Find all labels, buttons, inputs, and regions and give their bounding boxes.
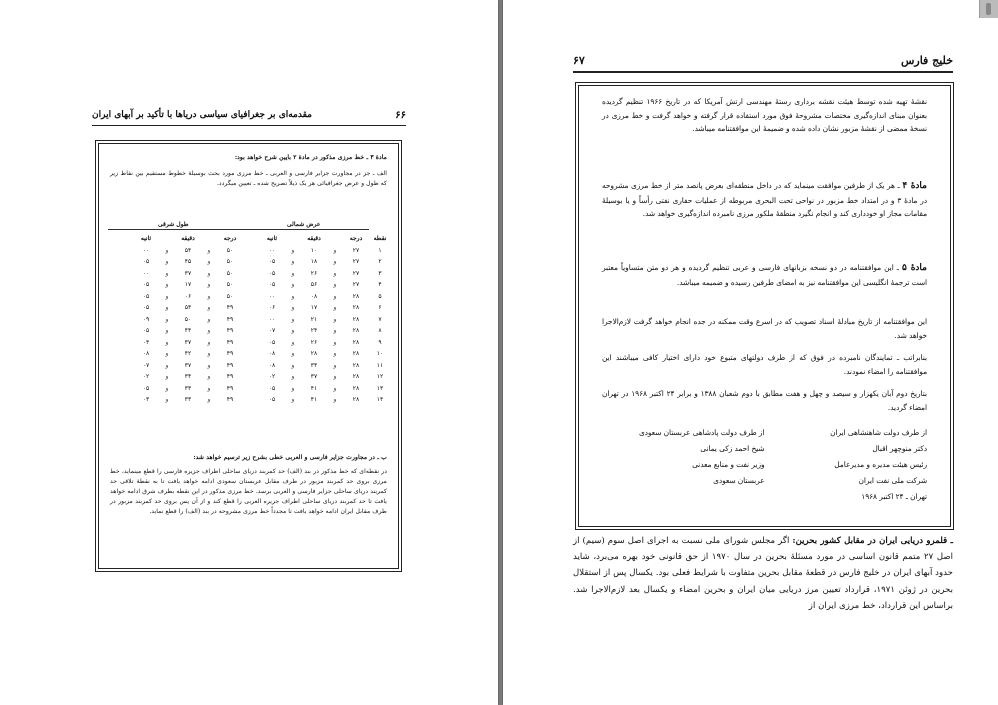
article-5-text: ـ این موافقتنامه در دو نسخه بزبانهای فارسی و عربی تنظیم گردیده و هر دو متن متساویاً معتبر است ترجمهٔ انگلیسی این موافقتنامه نیز به امضای طرفین رسیده و ضمیمه میباشد. — [602, 263, 927, 287]
table-cell: ۱۰ — [376, 350, 384, 358]
table-cell: ۰۹ — [142, 315, 150, 323]
table-cell: ۰۸ — [142, 350, 150, 358]
table-cell: و — [291, 304, 295, 312]
table-cell: ۲۸ — [352, 338, 360, 346]
table-cell: و — [207, 246, 211, 254]
table-cell: ۰۵ — [142, 304, 150, 312]
table-cell: و — [207, 269, 211, 277]
signature-block — [602, 425, 927, 505]
table-cell: ۱ — [378, 246, 382, 254]
table-cell: و — [165, 350, 169, 358]
table-cell: و — [207, 304, 211, 312]
table-cell: ۰۰ — [268, 315, 276, 323]
right-page-number: ۶۷ — [573, 54, 585, 67]
table-cell: ۱۷ — [310, 304, 318, 312]
left-text-frame — [95, 140, 402, 572]
witness-paragraph: بنابراتب ـ تمایندگان نامبرده در فوق که از طرف دولتهای متبوع خود دارای اختیار کافی میباشند این موافقتنامه را امضاء نمودند. — [602, 353, 927, 376]
table-cell: و — [333, 338, 337, 346]
table-cell: ۲۷ — [352, 281, 360, 289]
col-degree-header: درجه — [349, 235, 363, 243]
left-running-title: مقدمه‌ای بر جغرافیای سیاسی دریاها با تأکید بر آبهای ایران — [92, 110, 312, 120]
table-cell: ۴۹ — [226, 315, 234, 323]
table-row — [108, 348, 389, 360]
table-cell: ۴۹ — [226, 384, 234, 392]
table-cell: و — [165, 292, 169, 300]
table-cell: ۵۴ — [184, 304, 192, 312]
table-cell: ۳۴ — [310, 361, 318, 369]
scroll-corner-icon[interactable] — [979, 0, 998, 18]
table-row — [108, 360, 389, 372]
table-cell: ۲۸ — [352, 350, 360, 358]
sig-iran-date: تهران ـ ۲۴ اکتبر ۱۹۶۸ — [861, 492, 927, 501]
sig-saudi-line: از طرف دولت پادشاهی عربستان سعودی — [638, 428, 765, 437]
table-row — [108, 383, 389, 395]
table-cell: ۰۲ — [142, 373, 150, 381]
table-cell: ۳۷ — [310, 373, 318, 381]
col-point-header: نقطه — [373, 235, 387, 243]
table-cell: ۴۴ — [184, 327, 192, 335]
table-cell: ۲۸ — [352, 396, 360, 404]
table-cell: ۴۹ — [226, 396, 234, 404]
table-cell: و — [207, 396, 211, 404]
right-running-title: خلیج فارس — [900, 54, 953, 67]
table-cell: و — [165, 373, 169, 381]
table-cell: و — [333, 304, 337, 312]
article-5 — [602, 261, 927, 289]
table-cell: ۴۱ — [310, 384, 318, 392]
table-cell: و — [291, 292, 295, 300]
table-cell: ۴۹ — [226, 327, 234, 335]
table-cell: و — [207, 315, 211, 323]
table-row — [108, 337, 389, 349]
table-cell: ۳۴ — [184, 373, 192, 381]
table-cell: ۵۰ — [184, 315, 192, 323]
ratification-paragraph: این موافقتنامه از تاریخ مبادلهٔ اسناد تصویب که در اسرع وقت ممکنه در جده انجام خواهد گرفت لازم‌الاجرا خواهد شد. — [602, 317, 927, 340]
table-cell: ۰۵ — [268, 338, 276, 346]
table-row — [108, 291, 389, 303]
col-second-header: ثانیه — [266, 235, 278, 243]
table-cell: و — [291, 338, 295, 346]
table-cell: ۰۰ — [268, 246, 276, 254]
table-cell: ۲۷ — [352, 269, 360, 277]
table-cell: و — [333, 269, 337, 277]
table-cell: و — [207, 338, 211, 346]
table-cell: ۰۲ — [268, 373, 276, 381]
table-cell: ۴۹ — [226, 373, 234, 381]
table-cell: ۱۳ — [376, 384, 384, 392]
table-cell: ۲۸ — [352, 315, 360, 323]
table-cell: و — [207, 281, 211, 289]
table-cell: ۲۸ — [352, 384, 360, 392]
table-cell: ۰۷ — [268, 327, 276, 335]
sig-iran-line: دکتر منوچهر اقبال — [872, 444, 927, 453]
table-cell: و — [333, 315, 337, 323]
bahrain-text: اگر مجلس شورای ملی نسبت به اجرای اصل سوم (سیم) از اصل ۲۷ متمم قانون اساسی در مورد مسئلهٔ بحرین در سال ۱۹۷۰ از حق قانونی خود بهره می‌برد، شاید حدود آبهای ایران در خلیج فارس در قطعهٔ مقابل بحرین متفاوت با شرایط فعلی بود. یکسال پس از استقلال بحرین در ژوئن ۱۹۷۱، قرارداد تعیین مرز دریایی میان ایران و بحرین امضاء و یکسال بعد لازم‌الاجرا شد. براساس این قرارداد، خط مرزی ایران از — [573, 536, 954, 611]
table-cell: ۸ — [378, 327, 382, 335]
left-page-number: ۶۶ — [395, 110, 406, 121]
table-cell: ۰۵ — [142, 292, 150, 300]
table-row — [108, 245, 389, 257]
table-header-row — [108, 233, 389, 245]
table-cell: ۵۰ — [226, 246, 234, 254]
table-cell: و — [207, 258, 211, 266]
table-cell: و — [291, 258, 295, 266]
table-cell: و — [333, 396, 337, 404]
table-cell: و — [165, 246, 169, 254]
table-cell: ۲۸ — [352, 373, 360, 381]
group-north-header: عرض شمالی — [239, 221, 370, 230]
table-cell: و — [291, 384, 295, 392]
table-cell: ۰۰ — [142, 246, 150, 254]
coordinates-table — [108, 221, 389, 406]
bahrain-heading: ـ قلمرو دریایی ایران در مقابل کشور بحرین: — [792, 536, 953, 546]
table-cell: و — [165, 281, 169, 289]
table-cell: ۵۴ — [184, 246, 192, 254]
table-cell: ۰۵ — [268, 396, 276, 404]
table-cell: ۰۳ — [142, 396, 150, 404]
table-cell: ۲۷ — [352, 258, 360, 266]
table-cell: و — [333, 361, 337, 369]
table-cell: ۲۷ — [352, 246, 360, 254]
article-4-label: مادهٔ ۴ — [902, 181, 927, 191]
table-cell: و — [165, 396, 169, 404]
sig-iran-line: از طرف دولت شاهنشاهی ایران — [830, 428, 927, 437]
table-cell: و — [165, 384, 169, 392]
table-cell: ۲۱ — [310, 315, 318, 323]
table-cell: ۴۵ — [184, 258, 192, 266]
table-cell: ۲۸ — [352, 361, 360, 369]
table-cell: ۱۱ — [376, 361, 384, 369]
table-cell: ۵۰ — [226, 258, 234, 266]
table-cell: ۲۸ — [352, 327, 360, 335]
right-page — [503, 0, 998, 705]
table-cell: ۰۵ — [142, 327, 150, 335]
table-cell: ۰۸ — [268, 361, 276, 369]
sig-iran-line: شرکت ملی نفت ایران — [858, 476, 927, 485]
table-cell: ۲۸ — [352, 304, 360, 312]
table-cell: ۳۷ — [184, 361, 192, 369]
table-cell: ۰۵ — [268, 384, 276, 392]
table-cell: ۰۸ — [310, 292, 318, 300]
table-cell: و — [291, 396, 295, 404]
table-cell: و — [291, 327, 295, 335]
col-second-header-2: ثانیه — [140, 235, 152, 243]
signature-iran — [765, 425, 928, 505]
table-cell: و — [333, 281, 337, 289]
para-b-body: در نقطه‌ای که خط مذکور در بند (الف) حد کمربند دریای ساحلی اطراف جزیره فارسی را قطع مینماید، خط مرزی بروی حد کمربند مزبور در طرف مقابل عربستان سعودی ادامه خواهد یافت تا به نقطهٔ تلاقی حد کمربند دریای ساحلی جزایر فارسی و العربی برسد. خط مرزی مذکور در این نقطه بطرف شرق ادامه خواهد یافت تا حد کمربند دریای ساحلی اطراف جزیره العربی را قطع کند و از آن پس بروی حد کمربند مزبور در طرف مقابل ایران ادامه خواهد یافت تا مجدداً خط مرزی مشروحه در بند (الف) را قطع نماید. — [110, 468, 387, 515]
left-page — [0, 0, 498, 705]
table-row — [108, 256, 389, 268]
date-paragraph: بتاریخ دوم آبان یکهزار و سیصد و چهل و هفت مطابق با دوم شعبان ۱۳۸۸ و برابر ۲۴ اکتبر ۱۹۶۸ در تهران امضاء گردید. — [602, 389, 928, 412]
table-cell: و — [165, 338, 169, 346]
table-cell: ۳۳ — [184, 384, 192, 392]
table-cell: و — [291, 350, 295, 358]
table-cell: و — [291, 269, 295, 277]
table-cell: ۴ — [378, 281, 382, 289]
table-cell: ۱۰ — [310, 246, 318, 254]
table-cell: ۰۶ — [268, 304, 276, 312]
table-cell: ۹ — [378, 338, 382, 346]
left-running-head — [92, 110, 406, 126]
table-cell: ۲۴ — [310, 327, 318, 335]
table-cell: ۰۵ — [268, 269, 276, 277]
table-cell: و — [333, 246, 337, 254]
table-cell: و — [291, 315, 295, 323]
table-cell: ۴۹ — [226, 304, 234, 312]
table-cell: ۲۸ — [352, 292, 360, 300]
table-cell: ۰۰ — [268, 292, 276, 300]
table-body — [108, 245, 389, 406]
table-cell: و — [291, 361, 295, 369]
table-cell: ۴۹ — [226, 350, 234, 358]
table-cell: و — [165, 269, 169, 277]
sig-saudi-line: شیخ احمد زکی یمانی — [700, 444, 765, 453]
table-cell: ۵۶ — [310, 281, 318, 289]
table-cell: ۰۵ — [142, 258, 150, 266]
table-cell: ۲ — [378, 258, 382, 266]
table-cell: ۳۳ — [184, 396, 192, 404]
table-cell: ۲۸ — [310, 350, 318, 358]
table-cell: ۱۴ — [376, 396, 384, 404]
article-3-heading: مادهٔ ۳ ـ خط مرزی مذکور در مادهٔ ۲ بایین شرح خواهد بود: — [234, 154, 387, 161]
table-row — [108, 279, 389, 291]
table-cell: و — [207, 361, 211, 369]
table-cell: ۰۰ — [142, 269, 150, 277]
table-cell: و — [333, 327, 337, 335]
right-text-frame — [575, 82, 954, 530]
para-b-heading: ب ـ در مجاورت جزایر فارسی و العربی خطی بشرح زیر ترسیم خواهد شد: — [193, 454, 387, 461]
col-degree-header-2: درجه — [223, 235, 237, 243]
table-cell: ۲۶ — [310, 269, 318, 277]
article-3-intro: الف ـ جز در مجاورت جزایر فارسی و العربی ـ خط مرزی مورد بحث بوسیلهٔ خطوط مستقیم بین نقاط زیر که طول و عرض جغرافیائی هر یک ذیلاً تصریح شده ـ تعیین میگردد. — [110, 170, 387, 187]
table-cell: ۴۱ — [310, 396, 318, 404]
table-cell: ۴۹ — [226, 338, 234, 346]
table-cell: و — [207, 373, 211, 381]
table-cell: و — [333, 384, 337, 392]
table-row — [108, 268, 389, 280]
table-row — [108, 394, 389, 406]
table-cell: و — [165, 361, 169, 369]
table-group-headers — [108, 221, 389, 230]
table-cell: ۱۷ — [184, 281, 192, 289]
table-cell: ۵۰ — [226, 292, 234, 300]
table-cell: ۰۸ — [268, 350, 276, 358]
map-paragraph: نقشهٔ تهیه شده توسط هیئت نقشه برداری رستهٔ مهندسی ارتش آمریکا که در تاریخ ۱۹۶۶ تنظیم گردیده بعنوان مبنای اندازه‌گیری مختصات مشروحهٔ فوق مورد استفاده قرار گرفته و خواهد گرفت و خط مرزی در نسخهٔ ممضی از نقشهٔ مزبور نشان داده شده و ضمیمهٔ این موافقتنامه میباشد. — [602, 97, 927, 134]
table-cell: ۱۸ — [310, 258, 318, 266]
table-cell: و — [207, 327, 211, 335]
table-row — [108, 302, 389, 314]
table-cell: ۰۶ — [184, 292, 192, 300]
table-cell: ۰۵ — [268, 281, 276, 289]
right-running-head — [573, 54, 953, 73]
table-cell: و — [333, 292, 337, 300]
table-cell: و — [333, 350, 337, 358]
table-cell: و — [165, 315, 169, 323]
table-cell: و — [165, 327, 169, 335]
table-cell: ۴۲ — [184, 350, 192, 358]
table-cell: و — [165, 258, 169, 266]
sig-saudi-line: وزیر نفت و منابع معدنی — [692, 460, 765, 469]
article-5-label: مادهٔ ۵ — [901, 263, 927, 273]
table-cell: ۲۶ — [310, 338, 318, 346]
article-4 — [602, 179, 927, 221]
bahrain-section — [573, 533, 953, 614]
table-row — [108, 314, 389, 326]
table-row — [108, 325, 389, 337]
sig-iran-line: رئیس هیئت مدیره و مدیرعامل — [834, 460, 927, 469]
table-cell: ۰۵ — [268, 258, 276, 266]
table-cell: ۵ — [378, 292, 382, 300]
table-cell: و — [291, 246, 295, 254]
table-cell: و — [165, 304, 169, 312]
table-cell: ۳۷ — [184, 269, 192, 277]
table-cell: ۷ — [378, 315, 382, 323]
table-cell: ۰۴ — [142, 338, 150, 346]
table-cell: و — [333, 258, 337, 266]
table-cell: ۰۵ — [142, 384, 150, 392]
table-cell: و — [207, 292, 211, 300]
table-cell: ۵۰ — [226, 281, 234, 289]
group-east-header: طول شرقی — [108, 221, 239, 230]
table-cell: ۳ — [378, 269, 382, 277]
table-cell: و — [291, 373, 295, 381]
table-cell: ۰۵ — [142, 281, 150, 289]
table-row — [108, 371, 389, 383]
table-cell: ۰۷ — [142, 361, 150, 369]
table-cell: ۴۹ — [226, 361, 234, 369]
sig-saudi-line: عربستان سعودی — [713, 476, 765, 485]
table-cell: ۵۰ — [226, 269, 234, 277]
table-cell: ۶ — [378, 304, 382, 312]
col-minute-header-2: دقیقه — [181, 235, 195, 243]
table-cell: و — [333, 373, 337, 381]
table-cell: و — [207, 350, 211, 358]
table-cell: و — [291, 281, 295, 289]
table-cell: ۳۷ — [184, 338, 192, 346]
col-minute-header: دقیقه — [307, 235, 321, 243]
signature-saudi — [602, 425, 765, 505]
table-cell: ۱۲ — [376, 373, 384, 381]
article-4-text: ـ هر یک از طرفین موافقت مینماید که در داخل منطقه‌ای بعرض پانصد متر از خط مرزی مشروحه در مادهٔ ۳ و در امتداد خط مزبور در نواحی تحت البحری مربوطه از عملیات حفاری نفتی رأساً و یا بوسیلهٔ مقامات مجاز او خودداری کند و انجام نگیرد منطقهٔ ملکور مرزی نامبرده اندازه‌گیری خواهد شد. — [602, 181, 927, 219]
table-cell: و — [207, 384, 211, 392]
